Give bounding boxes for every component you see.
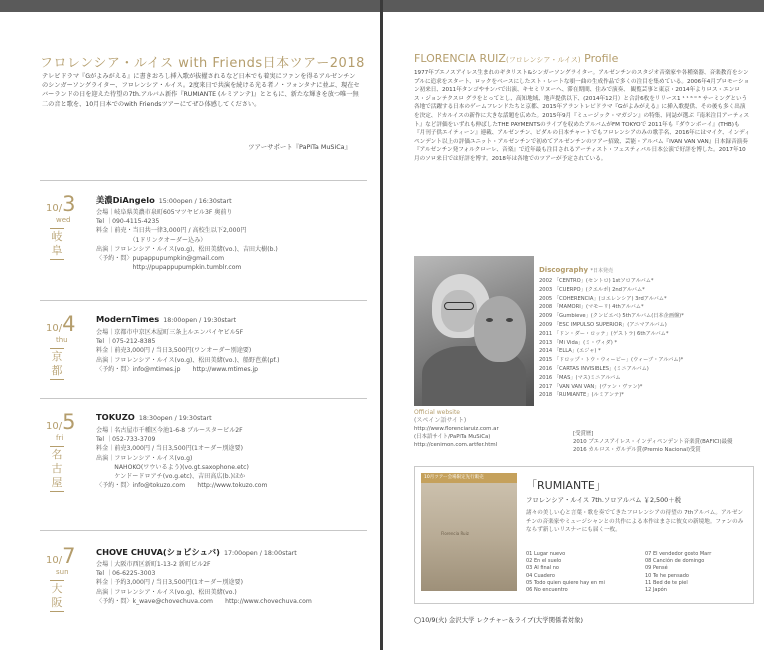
track-item: 07 El vendedor gosto Marr [645,551,712,557]
track-item: 08 Canción de domingo [645,558,705,565]
event-line: 料金｜前売3,000円 / 当日3,500円(1オーダー別途要) [96,445,243,453]
right-page [383,0,764,650]
profile-title [414,52,618,65]
event-divider [40,180,367,181]
discography-item: 2014 「ELLA」(エジャ) * [539,348,601,355]
event-divider [40,300,367,301]
profile-name-ja: (フロレンシア・ルイス) [505,56,581,64]
event-month: 10/ [46,555,63,566]
event-kyoto [30,312,366,392]
event-details [96,426,366,490]
event-city: 京都 [50,348,64,380]
event-details [96,560,366,606]
event-day: 7 [62,544,76,568]
discography-note: *日本発売 [590,268,614,274]
track-list-b [645,551,750,594]
event-nagoya [30,410,366,510]
event-weekday: wed [56,216,71,224]
event-venue [96,314,236,324]
discography-item: 2002 「CENTRO」(セントロ) 1stソロアルバム* [539,278,654,284]
event-divider [40,530,367,531]
profile-label: Profile [580,52,619,65]
discography-heading: Discography [539,266,589,274]
event-contact[interactable]: 〈予約・問〉k_wave@chovechuva.com http://www.chovechuva.com [96,597,312,605]
track-item: 04 Cuadero [526,572,555,579]
discography-item: 2015 「ドロップ・トウ・ウィービー」(ウィーブ・アルバム)* [539,357,684,364]
event-line: ケンドードロアチ(vo.g.etc)、吉田高広(b.)ほか [96,473,246,481]
event-line: Tel ｜090-4115-4235 [96,218,160,226]
discography-item: 2011 「ドン・ダー・ロッテ」(ゲストラ) 6thアルバム* [539,330,669,337]
event-month: 10/ [46,421,63,432]
event-line: Tel ｜075-212-8385 [96,338,156,346]
awards-title: [受賞歴] [573,431,594,437]
track-item: 02 En el suelo [526,558,562,565]
event-line: 会場｜大阪市西区新町1-13-2 新町ビル2F [96,561,211,568]
website-link[interactable]: http://www.florenciaruiz.com.ar [414,426,499,432]
event-line: 出演｜フロレンシア・ルイス(vo.g)、松田美緒(vo.)、船野芭蕉(pf.) [96,356,280,364]
website-note: (日本語サイト/PaPiTa MuSiCa) [414,434,491,440]
venue-time: 17:00open / 18:00start [223,550,297,557]
event-weekday: sun [56,568,69,576]
venue-time: 18:00open / 19:30start [163,317,237,324]
album-cover [421,473,517,591]
website-heading: Official website [414,409,460,416]
discography-item: 2018 「RUMIANTE」(ルミアンテ)* [539,392,624,399]
venue-time: 18:30open / 19:30start [138,415,212,422]
venue-time: 15:00open / 16:30start [158,198,232,205]
artist-photo [414,256,534,406]
tour-title: フロレンシア・ルイス with Friends日本ツアー2018 [40,56,365,71]
event-city: 名古屋 [50,446,64,492]
event-line: Tel ｜052-733-3709 [96,436,156,444]
event-gifu [30,192,366,292]
discography-title [539,266,613,274]
profile-text: 1977年ブエノスアイレス生まれのギタリスト&シンガーソングライター。アルゼンチンのスタジオ音楽家や各種楽器、音楽教育をシンプルに追求をスタート、ロックをベースにしたスト・レートな唄一曲の生成作品で多くの注目を集めている。2006年4月プロモーション初来日、2011年タンゴやサンバで出演、キセミリヌーヘ、滞在期間、住みで演奏、 観覧芸事と東京・2014年よりロス・エンロス・ジョンテクスロ グラをとってとし、高知地域、地声提供以下、(2014年12月）と合計6枚をリリース1 ¹ ¹ ⁶ ⁰ ⁸ サーミングという各地で活躍する日本のゲームフレンドたちと京都、2015年アラントレビドラマ『Gがよみがえる』に挿入歌提供、その後も多く出演を決定、ドカルイスの新作に大きな話題を広めた。2015年9月『ミュージック・マガジン』の特集、同誌が選ぶ『南米注目アーティスト』など評価をいずれも伸ばしたTHE PAYMENTSのライブを収めたアルバムがFM TOKYOで 2011年も『ダウンボーイ』(THB)も『月刊子供エイティーン』連載、アルゼンチン、ビダルの日本チャートでもフロレンシアのみの歌手名、2016年にはマイク、インディペンデント以上の評価ユニット・アルゼンチンで初めてアルゼンチンのツアー招致、芸能・アルバム『IVAN VAN VAN』日本録音演奏『アルゼンチン発フォルクローレ、音楽』で近年最も注目されるアーティスト・フェスティバル日本公演で好評を博した。2017年10月のソロ来日では好評を博す。2018年は各地でのツアーが予定されている。 [414,70,750,162]
discography-item: 2005 「COHERENCIA」(コエレンシア) 3rdアルバム* [539,295,667,302]
event-line: 料金｜前売・当日共一律3,000円 / 高校生以下2,000円 [96,227,247,235]
event-details [96,328,366,374]
event-city: 大阪 [50,580,64,612]
discography-item: 2017 「VAN VAN VAN」(ヴァン・ヴァン)* [539,383,643,390]
event-month: 10/ [46,323,63,334]
event-line: （1ドリンクオーダー込み） [96,236,207,244]
venue-name: ModernTimes [96,314,160,324]
event-city: 岐阜 [50,228,64,260]
venue-name: TOKUZO [96,412,135,422]
tour-support: ツアーサポート『PaPiTa MuSiCa』 [248,143,351,151]
event-day: 3 [62,192,76,216]
track-list-a [526,551,636,594]
event-line: Tel ｜06-6225-3003 [96,570,156,578]
album-box [414,466,754,604]
event-divider [40,398,367,399]
venue-name: CHOVE CHUVA(ショビシュバ) [96,547,220,557]
album-cover-banner: 10月ツアー会場限定先行販売 [421,473,517,483]
event-day: 4 [62,312,76,336]
album-subtitle: フロレンシア・ルイス 7th.ソロアルバム ￥2,500＋税 [526,496,682,504]
event-url[interactable]: http://pupappupumpkin.tumblr.com [96,264,242,272]
track-item: 12 Japón [645,587,667,594]
discography-item: 2003 「CUERPO」(クエルポ) 2ndアルバム* [539,286,645,293]
tour-intro: テレビドラマ『Gがよみがえる』に書きおろし挿入歌が抜擢されるなど日本でも着実にファンを得るアルゼンチンのシンガーソングライター、フロレンシア・ルイス。2度来日で共演を続ける光る者ノ・フォンタナに並ぶ、現在セバーランドの日を迎えた待望の7th.アルバム新作『RUMIANTE (ルミアンテ)』とともに、新たな輝きを放つ唯一無二の音と歌を、10月日本でのwith Friendsツアーにてぜひ体感してください。 [42,73,360,108]
event-line: 出演｜フロレンシア・ルイス(vo.g)、松田美緒(vo.)、吉田大樹(b.) [96,245,278,253]
profile-name: FLORENCIA RUIZ [414,52,506,65]
website-note: (スペイン語サイト) [414,417,467,424]
event-line: 会場｜岐阜県美濃市泉町605マツヤビル3F 奥前り [96,209,233,216]
lecture-note: ◯10/9(火) 金沢大学 レクチャー＆ライブ(大学関係者対象) [414,616,584,624]
discography-list [539,277,739,400]
event-day: 5 [62,410,76,434]
website-link[interactable]: http://cenimon.com.artfer.html [414,442,498,448]
album-title: 「RUMIANTE」 [526,479,606,492]
event-line: 会場｜名古屋市千種区今池1-6-8 ブルースタービル2F [96,427,243,434]
track-item: 01 Lugar nuevo [526,551,566,557]
award-item: 2016 カルロス・ガルデル賞(Premio Nacional)受賞 [573,447,701,453]
event-contact[interactable]: 〈予約・問〉info@mtimes.jp http://www.mtimes.jp [96,365,259,373]
event-line: 出演｜フロレンシア・ルイス(vo.g)、松田美緒(vo.) [96,588,237,596]
album-cover-text: Florencia Ruiz [441,531,469,536]
event-venue [96,194,232,206]
award-item: 2010 ブエノスアイレス・インディペンデント音楽賞(BAFICI)最優 [573,439,733,445]
website-list [414,425,564,449]
event-venue [96,412,212,422]
album-description: 諸々の美しい心と言葉・歌を奏でてきたフロレンシアの待望の 7thアルバム。アルゼンチンの音楽家やミュージシャンとの共作による本作はまさに彼女の新境地。ファンのみならず新しいリスナーにも届く一枚。 [526,510,744,534]
event-venue [96,546,297,558]
track-item: 03 Al final no [526,565,559,572]
event-month: 10/ [46,203,63,214]
discography-item: 2016 「MAS」(マス)ミニアルバム [539,374,621,381]
event-osaka [30,544,366,634]
event-contact[interactable]: 〈予約・問〉info@tokuzo.com http://www.tokuzo.com [96,482,268,490]
event-weekday: fri [56,434,64,442]
awards [573,430,743,454]
event-line: 料金｜前売3,000円 / 当日3,500円(ワンオーダー別途要) [96,347,252,355]
discography-item: 2013 「Mi Vida」(ミ・ヴィダ) * [539,339,618,346]
event-weekday: thu [56,336,68,344]
event-line: 会場｜京都市中京区木屋町三条上ルエンパイヤビル5F [96,329,244,336]
left-page [0,0,381,650]
event-contact[interactable]: 〈予約・問〉pupappupumpkin@gmail.com [96,255,225,263]
discography-item: 2016 「CARTAS INVISIBLES」(ミニアルバム) [539,365,649,372]
venue-name: 美濃DiAngelo [96,195,155,205]
track-item: 06 No encuentro [526,587,568,594]
event-line: NAHOKO(ワウいるよう)(vo.gt.saxophone.etc) [96,463,249,471]
track-item: 09 Pensé [645,565,668,572]
discography-item: 2009 「ESC IMPULSO SUPERIOR」(アニマアルバム) [539,321,667,328]
track-item: 11 Bed de te piel [645,579,688,586]
discography-item: 2008 「MAMORI」(マモーリ) 4thアルバム* [539,304,644,311]
track-item: 10 Te he pensado [645,572,689,579]
event-line: 出演｜フロレンシア・ルイス(vo.g) [96,454,193,462]
discography-item: 2009 「Gumbieve」(クンビエベ) 5thアルバム(日本企画盤)* [539,313,684,320]
track-item: 05 Todo quien quiere hay en mi [526,579,605,586]
event-details [96,208,366,272]
website-title [414,409,466,425]
event-line: 料金｜予約3,000円 / 当日3,500円(1オーダー別途要) [96,579,243,587]
